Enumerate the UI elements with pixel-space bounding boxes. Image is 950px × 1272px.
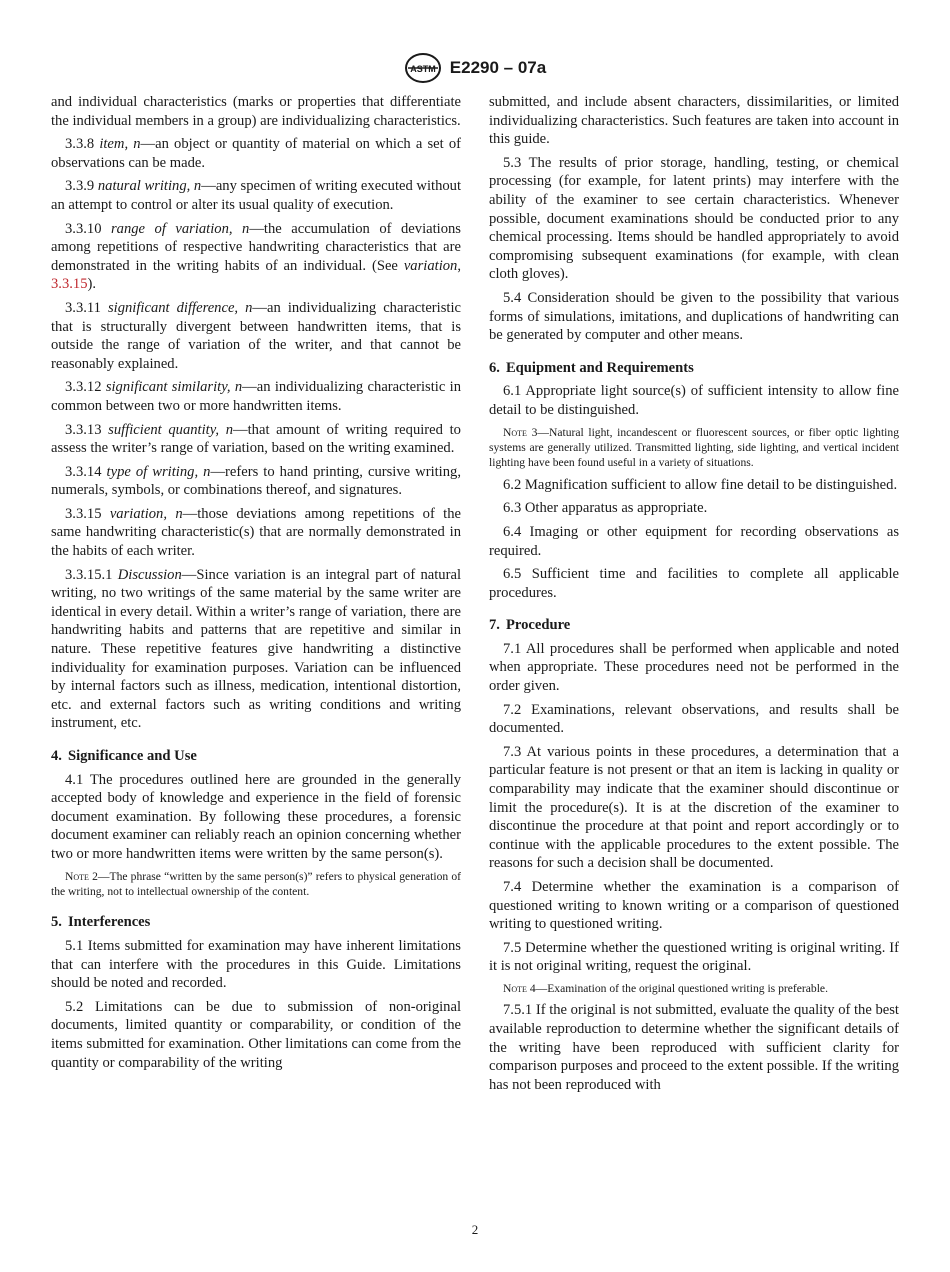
paragraph-7-3: 7.3 At various points in these procedures, a determination that a particular feature is not present or that an item is lacking in quality or comparability may indicate that the examiner should discontinue or limit the procedure(s). It is at the discretion of the examiner to discontinue the procedure at that point and report accordingly or to continue with the applicable procedures to the extent possible. The reasons for such a decision shall be documented. (489, 743, 899, 872)
definition-3-3-14: 3.3.14 type of writing, n—refers to hand printing, cursive writing, numerals, symbols, or combinations thereof, and signatures. (51, 463, 461, 499)
astm-logo-text: ASTM (410, 64, 436, 74)
left-column (51, 93, 461, 1077)
page-header (0, 52, 950, 84)
definition-3-3-10: 3.3.10 range of variation, n—the accumulation of deviations among repetitions of respective handwriting characteristics that are demonstrated in the writing habits of an individual. (See variation, 3.3.15). (51, 220, 461, 293)
right-column (489, 93, 899, 1099)
discussion-3-3-15-1: 3.3.15.1 Discussion—Since variation is an integral part of natural writing, no two writings of the same material by the same writer are identical in every detail. Within a writer’s range of variation, there are handwriting habits and patterns that are repetitive and similar in nature. These repetitive features give handwriting a distinctive individuality for examination purposes. Variation can be influenced by internal factors such as illness, medication, intentional distortion, etc. and external factors such as writing conditions and writing instrument, etc. (51, 566, 461, 732)
paragraph-6-4: 6.4 Imaging or other equipment for recording observations as required. (489, 523, 899, 559)
page-number: 2 (471, 1222, 479, 1237)
paragraph-5-2: 5.2 Limitations can be due to submission of non-original documents, limited quantity or comparability, or condition of the items submitted for examination. Other limitations can come from the quantity or comparability of the writing (51, 998, 461, 1071)
paragraph-5-4: 5.4 Consideration should be given to the possibility that various forms of simulations, imitations, and duplications of handwriting can be generated by computer and other means. (489, 289, 899, 344)
paragraph-7-1: 7.1 All procedures shall be performed when applicable and noted when appropriate. These procedures need not be performed in the order given. (489, 640, 899, 695)
note-4: Note 4—Examination of the original questioned writing is preferable. (503, 981, 828, 995)
standard-designation: E2290 – 07a (449, 58, 547, 77)
paragraph-3-3-7-continued: and individual characteristics (marks or properties that differentiate the individual members in a group) are individualizing characteristics. (51, 94, 461, 129)
paragraph-5-1: 5.1 Items submitted for examination may have inherent limitations that can interfere with the procedures in this Guide. Limitations should be noted and recorded. (51, 937, 461, 992)
definition-3-3-15: 3.3.15 variation, n—those deviations among repetitions of the same handwriting characteristic(s) that are normally demonstrated in the habits of each writer. (51, 505, 461, 560)
paragraph-7-2: 7.2 Examinations, relevant observations, and results shall be documented. (489, 701, 899, 737)
definition-3-3-13: 3.3.13 sufficient quantity, n—that amount of writing required to assess the writer’s range of variation, based on the writing examined. (51, 421, 461, 457)
section-heading-6: 6. Equipment and Requirements (489, 359, 694, 376)
definition-3-3-8: 3.3.8 item, n—an object or quantity of material on which a set of observations can be made. (51, 136, 461, 171)
section-heading-5: 5. Interferences (51, 914, 151, 931)
paragraph-6-2: 6.2 Magnification sufficient to allow fine detail to be distinguished. (503, 476, 898, 493)
paragraph-4-1: 4.1 The procedures outlined here are grounded in the generally accepted body of knowledge and experience in the field of forensic document examination. By following these procedures, a forensic document examiner can reliably reach an opinion concerning whether two or more handwritten items were written by the same person(s). (51, 771, 461, 862)
paragraph-5-2-continued: submitted, and include absent characters, dissimilarities, or limited individualizing characteristics. Such features are taken into account in this guide. (489, 94, 899, 148)
section-heading-7: 7. Procedure (489, 617, 571, 634)
paragraph-6-5: 6.5 Sufficient time and facilities to complete all applicable procedures. (489, 566, 899, 601)
section-link-3-3-15[interactable]: 3.3.15 (51, 276, 88, 293)
paragraph-7-4: 7.4 Determine whether the examination is a comparison of questioned writing to known writing or a comparison of questioned writing to questioned writing. (489, 879, 899, 933)
paragraph-7-5: 7.5 Determine whether the questioned writing is original writing. If it is not original writing, request the original. (489, 939, 899, 975)
definition-3-3-12: 3.3.12 significant similarity, n—an individualizing characteristic in common between two or more handwritten items. (51, 379, 461, 414)
paragraph-6-3: 6.3 Other apparatus as appropriate. (503, 500, 708, 517)
note-2: Note 2—The phrase “written by the same person(s)” refers to physical generation of the writing, not to intellectual ownership of the content. (51, 869, 461, 898)
definition-3-3-9: 3.3.9 natural writing, n—any specimen of writing executed without an attempt to control or alter its usual quality of execution. (51, 178, 462, 213)
astm-logo-icon (404, 52, 442, 84)
section-heading-4: 4. Significance and Use (51, 748, 197, 764)
definition-3-3-11: 3.3.11 significant difference, n—an individualizing characteristic that is structurally divergent between handwritten items, that is outside the range of variation of the writer, and that cannot be reasonably explained. (51, 299, 461, 372)
note-3: Note 3—Natural light, incandescent or fluorescent sources, or fiber optic lighting systems are generally utilized. Transmitted lighting, side lighting, and vertical incident lighting have been found useful in a variety of situations. (489, 425, 899, 470)
paragraph-6-1: 6.1 Appropriate light source(s) of sufficient intensity to allow fine detail to be distinguished. (489, 383, 899, 418)
paragraph-7-5-1: 7.5.1 If the original is not submitted, evaluate the quality of the best available reproduction to determine whether the significant details of the writing have been reproduced with sufficient clarity for comparison purposes and proceed to the extent possible. If the writing has not been reproduced with (489, 1002, 899, 1093)
paragraph-5-3: 5.3 The results of prior storage, handling, testing, or chemical processing (for example, for latent prints) may interfere with the ability of the examiner to see certain characteristics. Whenever possible, document examinations should be conducted prior to any chemical processing. Items should be handled appropriately to avoid compromising subsequent examinations (for example, with clean cloth gloves). (489, 154, 899, 283)
